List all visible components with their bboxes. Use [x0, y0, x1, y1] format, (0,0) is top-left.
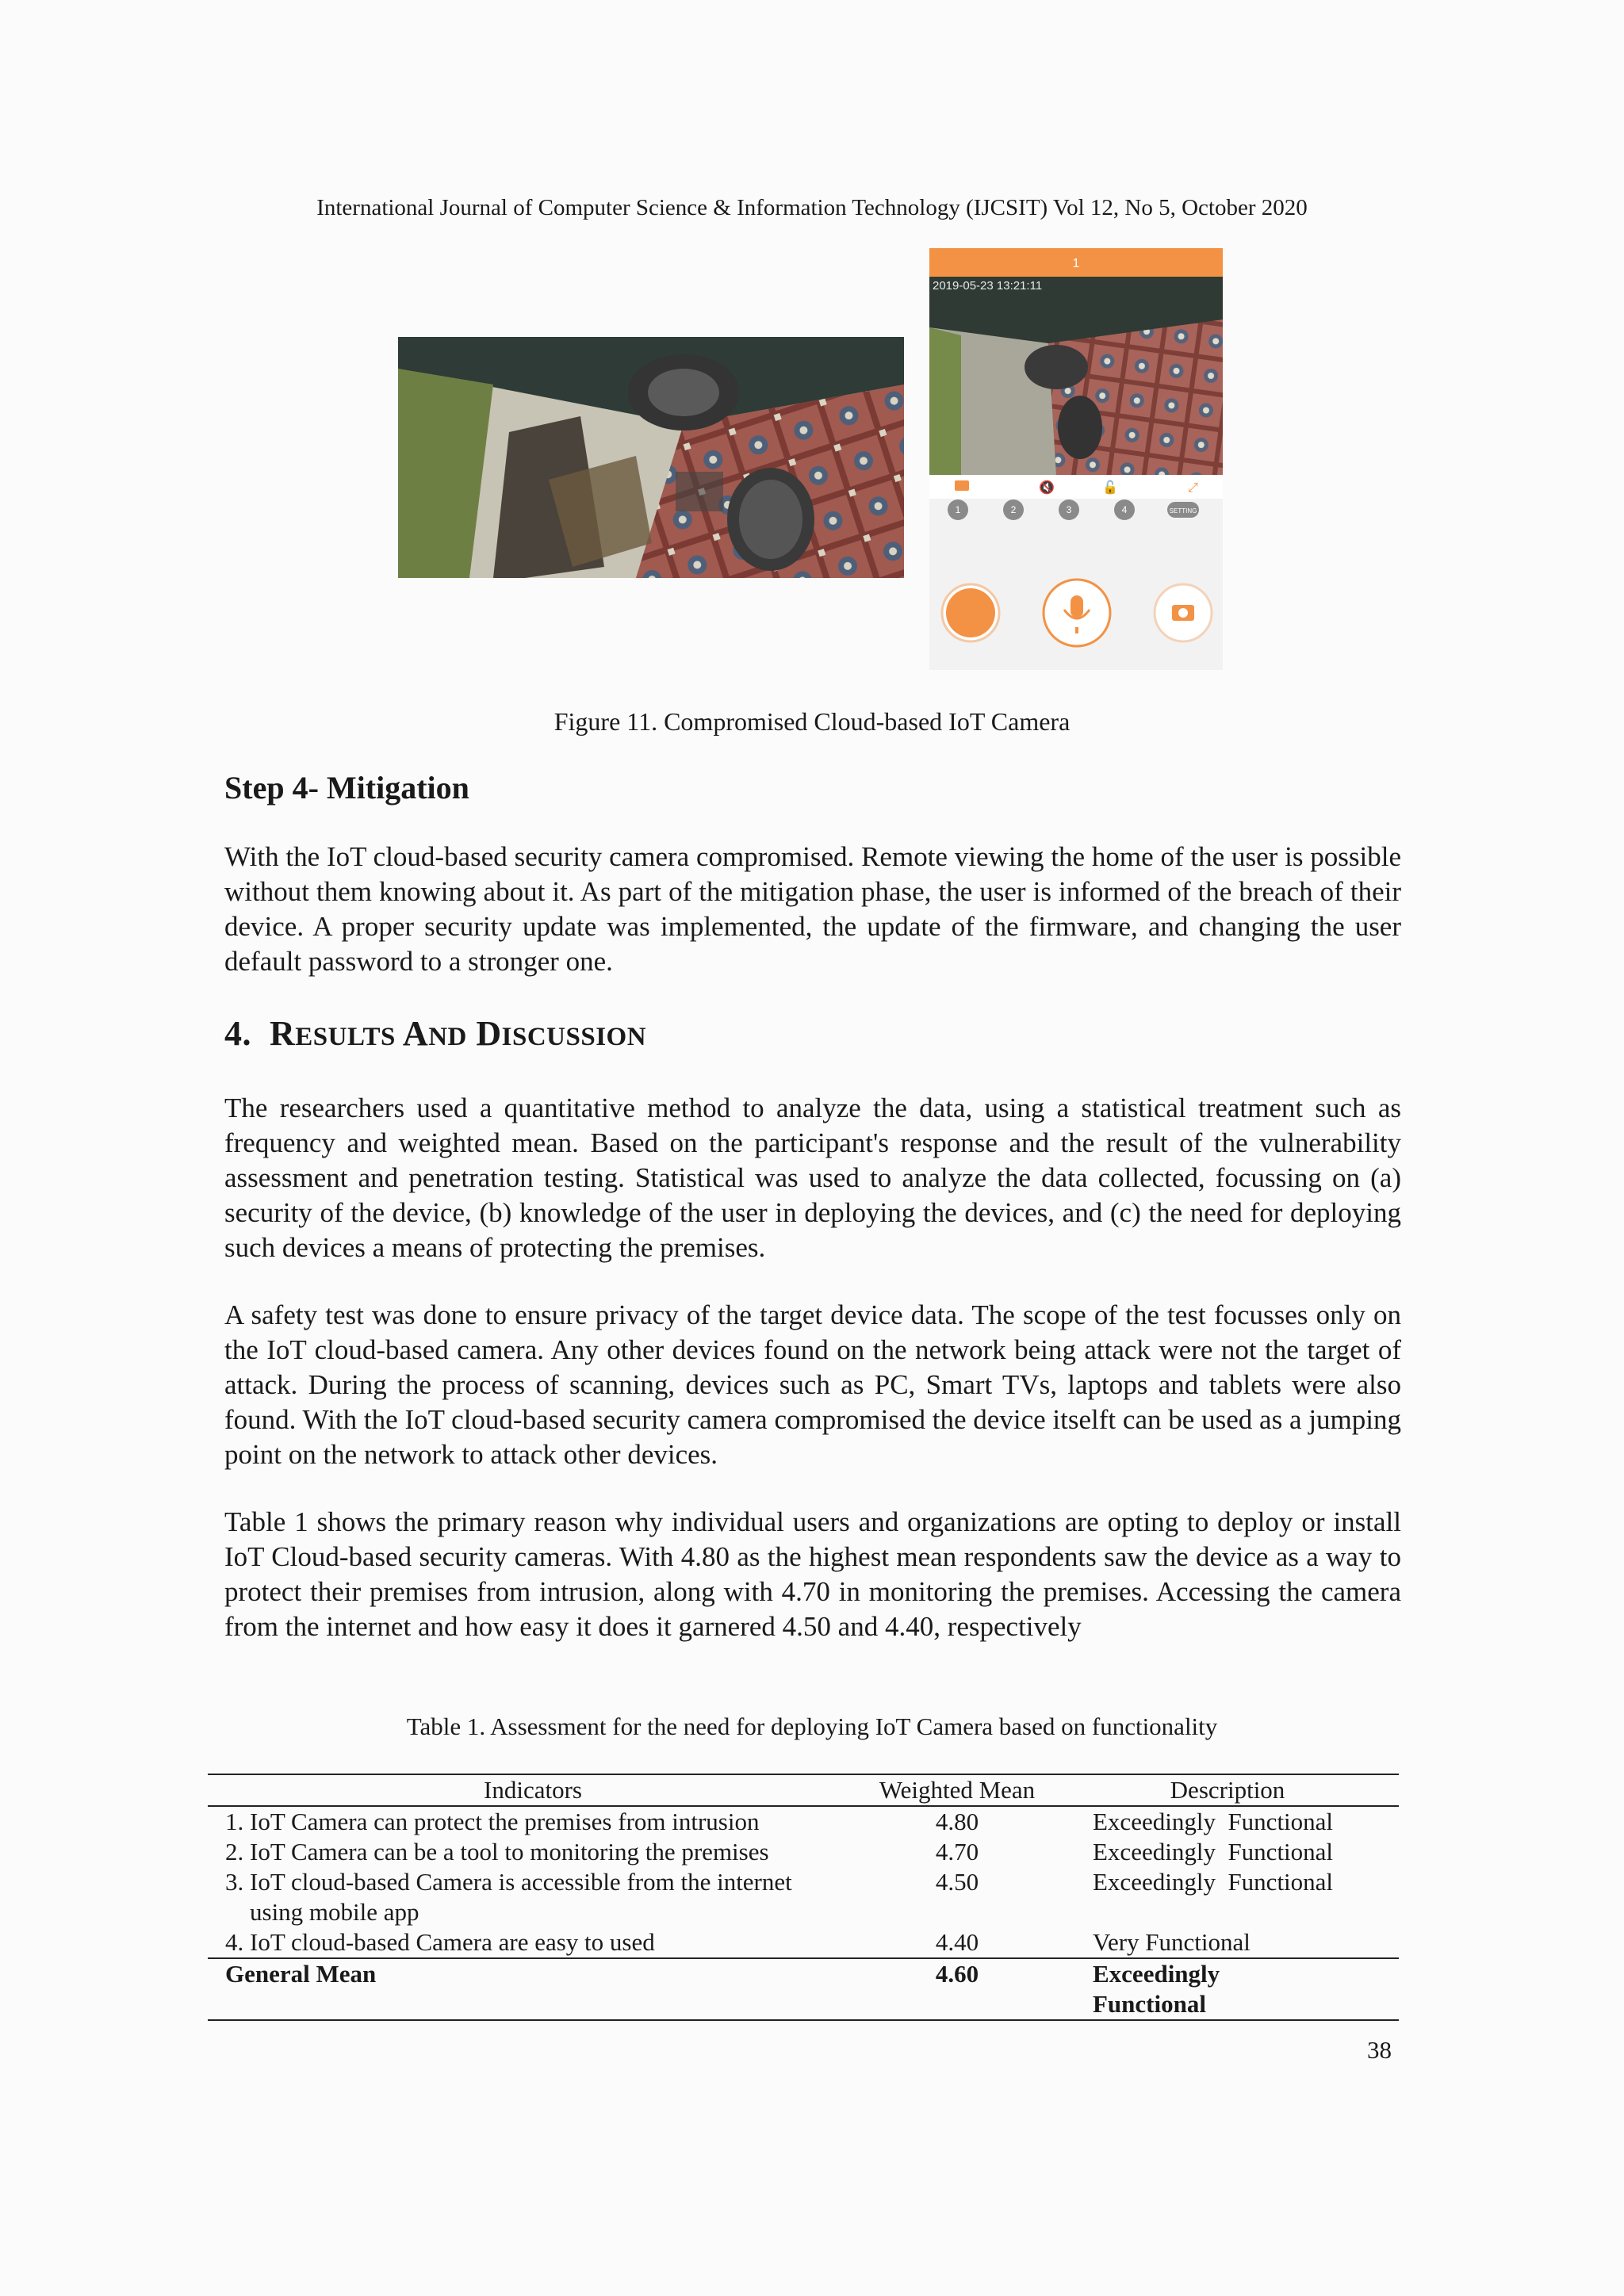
section-heading — [224, 1013, 646, 1054]
mean-cell: 4.40 — [935, 1928, 979, 1956]
svg-text:4: 4 — [1121, 504, 1128, 515]
table-header-row — [208, 1774, 1399, 1806]
general-mean-description — [1056, 1958, 1399, 2020]
description-cell: Exceedingly Functional — [1093, 1838, 1334, 1866]
mean-cell: 4.50 — [935, 1868, 979, 1896]
svg-text:1: 1 — [955, 504, 961, 515]
heading-word-1-initial: R — [270, 1014, 296, 1053]
table-row — [208, 1837, 1399, 1867]
general-mean-value: 4.60 — [858, 1958, 1056, 2020]
assessment-table — [208, 1774, 1399, 2021]
heading-word-1-rest: ESULTS — [295, 1023, 396, 1051]
header-weighted-mean: Weighted Mean — [858, 1774, 1056, 1806]
heading-word-3-initial: D — [476, 1014, 502, 1053]
table-row — [208, 1867, 1399, 1897]
journal-header: International Journal of Computer Science & Information Technology (IJCSIT) Vol 12, No 5, October 2020 — [316, 195, 1308, 220]
camera-view-image — [398, 337, 904, 578]
general-desc-line2: Functional — [1093, 1990, 1206, 2018]
figure-caption: Figure 11. Compromised Cloud-based IoT Camera — [553, 707, 1071, 736]
heading-word-3-rest: ISCUSSION — [501, 1023, 647, 1051]
top-bar-number: 1 — [1072, 257, 1080, 270]
mean-cell: 4.70 — [935, 1838, 979, 1866]
room-scene-illustration — [398, 337, 904, 578]
step4-heading: Step 4- Mitigation — [224, 770, 469, 806]
description-cell: Very Functional — [1093, 1928, 1251, 1956]
step4-paragraph: With the IoT cloud-based security camera compromised. Remote viewing the home of the user is possible without them knowing about it. As part of the mitigation phase, the user is informed of the breach of their device. A proper security update was implemented, the update of the firmware, and changing the user default password to a stronger one. — [224, 841, 1401, 977]
results-paragraph-2: A safety test was done to ensure privacy of the target device data. The scope of the test focusses only on the IoT cloud-based camera. Any other devices found on the network being attack were not the target of attack. During the process of scanning, devices such as PC, Smart TVs, laptops and tablets were also found. With the IoT cloud-based security camera compromised the device itselft can be used as a jumping point on the network to attack other devices. — [224, 1299, 1401, 1470]
page-number: 38 — [1367, 2036, 1392, 2064]
results-paragraph-1: The researchers used a quantitative method to analyze the data, using a statistical treatment such as frequency and weighted mean. Based on the participant's response and the result of the vulnerability assessment and penetration testing. Statistical was used to analyze the data collected, focussing on (a) security of the device, (b) knowledge of the user in deploying the devices, and (c) the need for deploying such devices a means of protecting the premises. — [224, 1093, 1401, 1263]
description-cell — [1056, 1897, 1399, 1927]
description-cell: Exceedingly Functional — [1093, 1868, 1334, 1896]
table-row-continuation — [208, 1897, 1399, 1927]
header-description: Description — [1056, 1774, 1399, 1806]
svg-text:3: 3 — [1066, 504, 1072, 515]
svg-text:2: 2 — [1010, 504, 1017, 515]
camera-timestamp: 2019-05-23 13:21:11 — [933, 279, 1043, 293]
svg-text:🔇: 🔇 — [1039, 480, 1055, 495]
results-paragraph-3: Table 1 shows the primary reason why individual users and organizations are opting to deploy or install IoT Cloud-based security cameras. With 4.80 as the highest mean respondents saw the device as a way to protect their premises from intrusion, along with 4.70 in monitoring the premises. Accessing the camera from the internet and how easy it does it garnered 4.50 and 4.40, respectively — [224, 1506, 1401, 1642]
general-mean-row — [208, 1958, 1399, 2020]
table-caption: Table 1. Assessment for the need for deploying IoT Camera based on functionality — [406, 1712, 1218, 1740]
svg-text:🔓: 🔓 — [1102, 480, 1118, 495]
svg-text:SETTING: SETTING — [1169, 507, 1197, 515]
camera-app-screenshot — [929, 248, 1223, 670]
mean-cell: 4.80 — [935, 1808, 979, 1835]
mean-cell — [858, 1897, 1056, 1927]
indicator-cell: 3. IoT cloud-based Camera is accessible from the internet — [225, 1868, 792, 1896]
indicator-cell: 2. IoT Camera can be a tool to monitoring the premises — [225, 1838, 769, 1866]
camera-app-illustration — [929, 248, 1223, 670]
section-number: 4. — [224, 1014, 251, 1053]
general-desc-line1: Exceedingly — [1093, 1960, 1220, 1988]
svg-text:⤢: ⤢ — [1188, 480, 1198, 495]
table-row — [208, 1806, 1399, 1837]
heading-word-2-initial: A — [402, 1014, 429, 1053]
table-row — [208, 1927, 1399, 1958]
indicator-cell: 1. IoT Camera can protect the premises from intrusion — [225, 1808, 760, 1835]
description-cell: Exceedingly Functional — [1093, 1808, 1334, 1835]
general-mean-label: General Mean — [208, 1958, 858, 2020]
indicator-cell: using mobile app — [225, 1898, 419, 1926]
indicator-cell: 4. IoT cloud-based Camera are easy to used — [225, 1928, 655, 1956]
heading-word-2-rest: ND — [428, 1023, 467, 1051]
header-indicators: Indicators — [208, 1774, 858, 1806]
